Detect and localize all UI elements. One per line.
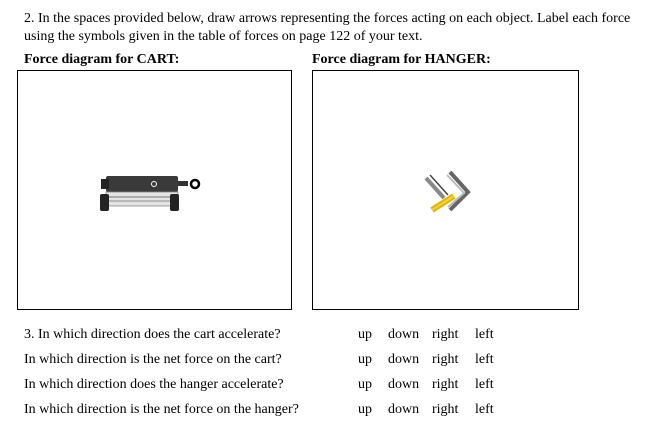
option-down[interactable]: down bbox=[388, 327, 420, 342]
option-left[interactable]: left bbox=[475, 352, 494, 367]
option-up[interactable]: up bbox=[358, 327, 372, 342]
option-left[interactable]: left bbox=[475, 377, 494, 392]
cart-diagram-title: Force diagram for CART: bbox=[24, 52, 180, 67]
option-right[interactable]: right bbox=[432, 327, 459, 342]
option-down[interactable]: down bbox=[388, 352, 420, 367]
question-net-force-cart-options bbox=[358, 352, 505, 368]
question-2-line-1: 2. In the spaces provided below, draw arrows representing the forces acting on each object. Label each force bbox=[24, 11, 631, 26]
hanger-illustration bbox=[420, 168, 475, 218]
question-2 bbox=[24, 10, 664, 46]
option-up[interactable]: up bbox=[358, 377, 372, 392]
question-3-options bbox=[358, 327, 505, 343]
question-net-force-hanger-options bbox=[358, 402, 505, 418]
hanger-diagram-title: Force diagram for HANGER: bbox=[312, 52, 491, 67]
question-2-line-2: using the symbols given in the table of forces on page 122 of your text. bbox=[24, 29, 423, 44]
question-net-force-cart-text: In which direction is the net force on the cart? bbox=[24, 352, 282, 367]
option-right[interactable]: right bbox=[432, 402, 459, 417]
option-down[interactable]: down bbox=[388, 402, 420, 417]
question-net-force-hanger-text: In which direction is the net force on the hanger? bbox=[24, 402, 299, 417]
option-down[interactable]: down bbox=[388, 377, 420, 392]
option-right[interactable]: right bbox=[432, 352, 459, 367]
option-up[interactable]: up bbox=[358, 352, 372, 367]
option-left[interactable]: left bbox=[475, 402, 494, 417]
option-right[interactable]: right bbox=[432, 377, 459, 392]
question-hanger-accel-text: In which direction does the hanger accelerate? bbox=[24, 377, 284, 392]
option-up[interactable]: up bbox=[358, 402, 372, 417]
question-3-text: 3. In which direction does the cart accelerate? bbox=[24, 327, 281, 342]
option-left[interactable]: left bbox=[475, 327, 494, 342]
question-hanger-accel-options bbox=[358, 377, 505, 393]
cart-illustration bbox=[98, 170, 208, 215]
